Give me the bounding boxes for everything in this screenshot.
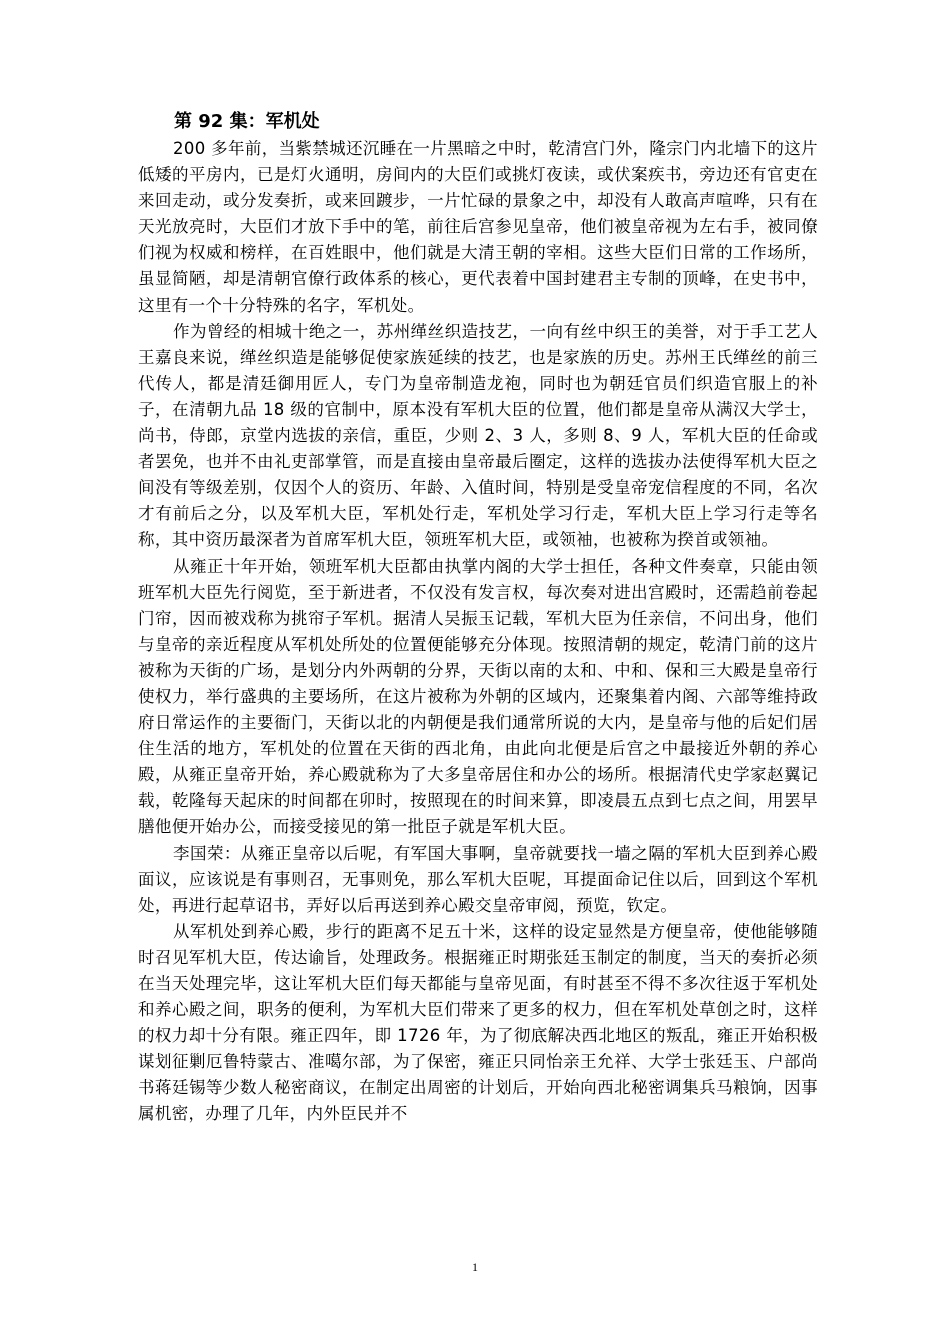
paragraph-2: 作为曾经的相城十绝之一，苏州缂丝织造技艺，一向有丝中织王的美誉，对于手工艺人王嘉良来说，缂丝织造是能够促使家族延续的技艺，也是家族的历史。苏州王氏缂丝的前三代传人，都是清廷御用匠人，专门为皇帝制造龙袍，同时也为朝廷官员们织造官服上的补子，在清朝九品 18 级的官制中，原本没有军机大臣的位置，他们都是皇帝从满汉大学士，尚书，侍郎，京堂内选拔的亲信，重臣，少则 2、3 人，多则 8、9 人，军机大臣的任命或者罢免，也并不由礼吏部掌管，而是直接由皇帝最后圈定，这样的选拔办法使得军机大臣之间没有等级差别，仅因个人的资历、年龄、入值时间，特别是受皇帝宠信程度的不同，名次才有前后之分，以及军机大臣，军机处行走，军机处学习行走，军机大臣上学习行走等名称，其中资历最深者为首席军机大臣，领班军机大臣，或领袖，也被称为揆首或领袖。 (138, 321, 818, 550)
paragraph-5: 从军机处到养心殿，步行的距离不足五十米，这样的设定显然是方便皇帝，使他能够随时召见军机大臣，传达谕旨，处理政务。根据雍正时期张廷玉制定的制度，当天的奏折必须在当天处理完毕，这让军机大臣们每天都能与皇帝见面，有时甚至不得不多次往返于军机处和养心殿之间，职务的便利，为军机大臣们带来了更多的权力，但在军机处草创之时，这样的权力却十分有限。雍正四年，即 1726 年，为了彻底解决西北地区的叛乱，雍正开始积极谋划征剿厄鲁特蒙古、准噶尔部，为了保密，雍正只同怡亲王允祥、大学士张廷玉、户部尚书蒋廷锡等少数人秘密商议，在制定出周密的计划后，开始向西北秘密调集兵马粮饷，因事属机密，办理了几年，内外臣民并不 (138, 921, 818, 1124)
episode-title: 第 92 集：军机处 (174, 111, 320, 132)
paragraph-4: 李国荣：从雍正皇帝以后呢，有军国大事啊，皇帝就要找一墙之隔的军机大臣到养心殿面议，应该说是有事则召，无事则免，那么军机大臣呢，耳提面命记住以后，回到这个军机处，再进行起草诏书，弄好以后再送到养心殿交皇帝审阅，预览，钦定。 (138, 843, 818, 915)
page-number: 1 (472, 1260, 478, 1274)
document-page (138, 108, 818, 1128)
paragraph-1: 200 多年前，当紫禁城还沉睡在一片黑暗之中时，乾清宫门外，隆宗门内北墙下的这片低矮的平房内，已是灯火通明，房间内的大臣们或挑灯夜读，或伏案疾书，旁边还有官吏在来回走动，或分发奏折，或来回踱步，一片忙碌的景象之中，却没有人敢高声喧哗，只有在天光放亮时，大臣们才放下手中的笔，前往后宫参见皇帝，他们被皇帝视为左右手，被同僚们视为权威和榜样，在百姓眼中，他们就是大清王朝的宰相。这些大臣们日常的工作场所，虽显简陋，却是清朝官僚行政体系的核心，更代表着中国封建君主专制的顶峰，在史书中，这里有一个十分特殊的名字，军机处。 (138, 139, 818, 315)
paragraph-3: 从雍正十年开始，领班军机大臣都由执掌内阁的大学士担任，各种文件奏章，只能由领班军机大臣先行阅览，至于新进者，不仅没有发言权，每次奏对进出宫殿时，还需趋前卷起门帘，因而被戏称为挑帘子军机。据清人吴振玉记载，军机大臣为任亲信，不问出身，他们与皇帝的亲近程度从军机处所处的位置便能够充分体现。按照清朝的规定，乾清门前的这片被称为天街的广场，是划分内外两朝的分界，天街以南的太和、中和、保和三大殿是皇帝行使权力，举行盛典的主要场所，在这片被称为外朝的区域内，还聚集着内阁、六部等维持政府日常运作的主要衙门，天街以北的内朝便是我们通常所说的大内，是皇帝与他的后妃们居住生活的地方，军机处的位置在天街的西北角，由此向北便是后宫之中最接近外朝的养心殿，从雍正皇帝开始，养心殿就称为了大多皇帝居住和办公的场所。根据清代史学家赵翼记载，乾隆每天起床的时间都在卯时，按照现在的时间来算，即凌晨五点到七点之间，用罢早膳他便开始办公，而接受接见的第一批臣子就是军机大臣。 (138, 556, 818, 837)
